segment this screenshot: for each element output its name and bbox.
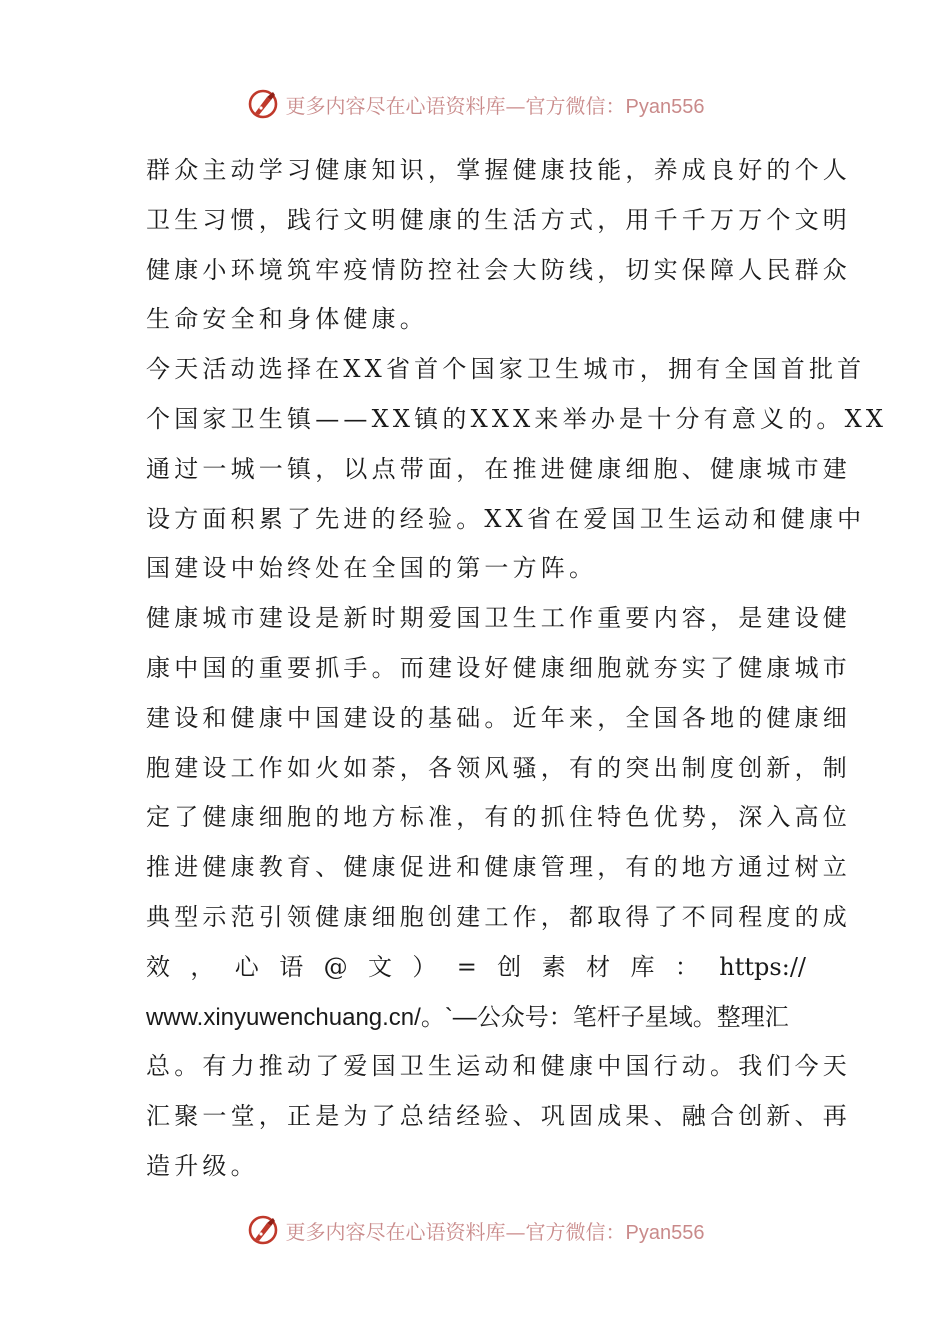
header-wechat-id: Pyan556 [625, 95, 705, 118]
text-line: 通过一城一镇，以点带面，在推进健康细胞、健康城市建 [146, 454, 851, 483]
text-line: 汇聚一堂，正是为了总结经验、巩固成果、融合创新、再 [146, 1102, 851, 1131]
pen-nib-logo-icon [246, 87, 280, 121]
text-line: 胞建设工作如火如荼，各领风骚，有的突出制度创新，制 [146, 753, 851, 782]
text-line: 今天活动选择在XX省首个国家卫生城市，拥有全国首批首 [146, 355, 866, 384]
text-line: 设方面积累了先进的经验。XX省在爱国卫生运动和健康中 [146, 504, 866, 533]
text-line: 造升级。 [146, 1151, 259, 1180]
text-line-spaced: 效，心语@文）=创素材库：https:// [146, 952, 806, 981]
text-line: 康中国的重要抓手。而建设好健康细胞就夯实了健康城市 [146, 653, 851, 682]
text-line: 典型示范引领健康细胞创建工作，都取得了不同程度的成 [146, 902, 851, 931]
footer-banner-text: 更多内容尽在心语资料库—官方微信：Pyan556 [285, 1219, 705, 1244]
text-line: 推进健康教育、健康促进和健康管理，有的地方通过树立 [146, 853, 851, 882]
pen-nib-logo-icon [246, 1213, 280, 1247]
footer-banner [0, 1210, 950, 1250]
text-line: 国建设中始终处在全国的第一方阵。 [146, 554, 598, 583]
text-line: 总。有力推动了爱国卫生运动和健康中国行动。我们今天 [146, 1052, 851, 1081]
text-line: 群众主动学习健康知识，掌握健康技能，养成良好的个人 [146, 156, 851, 184]
text-line: 生命安全和身体健康。 [146, 305, 428, 334]
footer-wechat-id: Pyan556 [625, 1221, 705, 1244]
document-body [146, 146, 888, 1192]
header-banner [0, 84, 950, 124]
text-line: 卫生习惯，践行文明健康的生活方式，用千千万万个文明 [146, 205, 851, 234]
text-line: 个国家卫生镇——XX镇的XXX来举办是十分有意义的。XX [146, 404, 888, 433]
text-line: 定了健康细胞的地方标准，有的抓住特色优势，深入高位 [146, 803, 851, 832]
text-line-url: www.xinyuwenchuang.cn/。`—公众号：笔杆子星域。整理汇 [146, 1003, 789, 1031]
text-line: 健康城市建设是新时期爱国卫生工作重要内容，是建设健 [146, 604, 851, 633]
header-banner-text: 更多内容尽在心语资料库—官方微信：Pyan556 [285, 93, 705, 118]
text-line: 健康小环境筑牢疫情防控社会大防线，切实保障人民群众 [146, 255, 851, 284]
text-line: 建设和健康中国建设的基础。近年来，全国各地的健康细 [146, 703, 851, 732]
